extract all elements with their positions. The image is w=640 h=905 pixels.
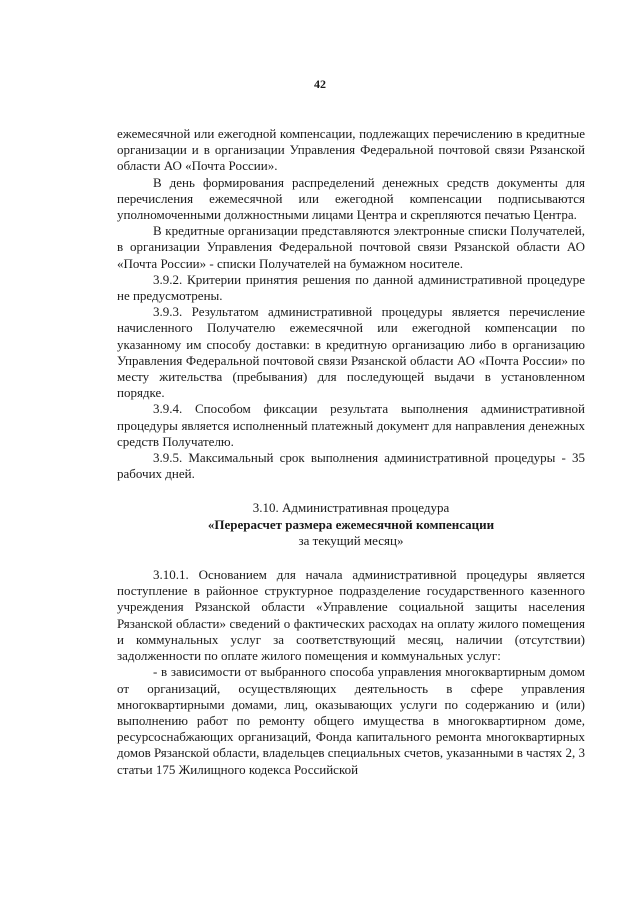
paragraph-3-9-5: 3.9.5. Максимальный срок выполнения административной процедуры - 35 рабочих дней. — [117, 450, 585, 482]
paragraph-compensation-transfer: ежемесячной или ежегодной компенсации, подлежащих перечислению в кредитные организации и в организации Управления Федеральной почтовой связи Рязанской области АО «Почта России». — [117, 126, 585, 174]
page-number: 42 — [314, 77, 326, 91]
paragraph-documents-signing: В день формирования распределений денежных средств документы для перечисления ежемесячной или ежегодной компенсации подписываются уполномоченными должностными лицами Центра и скрепляются печатью Центра. — [117, 174, 585, 223]
paragraph-3-9-4: 3.9.4. Способом фиксации результата выполнения административной процедуры является исполненный платежный документ для направления денежных средств Получателю. — [117, 401, 585, 449]
section-heading-subtitle: «Перерасчет размера ежемесячной компенсации — [207, 516, 495, 532]
paragraph-3-9-3: 3.9.3. Результатом административной процедуры является перечисление начисленного Получателю ежемесячной или ежегодной компенсации по указанному им способу доставки: в кредитную организацию либо в организацию Управления Федеральной почтовой связи Рязанской области АО «Почта России» по месту жительства (пребывания) для последующей выдачи в установленном порядке. — [117, 304, 585, 401]
section-heading-subtitle-cont: за текущий месяц» — [298, 532, 404, 548]
document-body — [117, 126, 585, 778]
paragraph-management-method: - в зависимости от выбранного способа управления многоквартирным домом от организаций, осуществляющих деятельность в сфере управления многоквартирными домами, лиц, оказывающих услуги по содержанию и (или) выполнению работ по ремонту общего имущества в многоквартирном доме, ресурсоснабжающих организаций, Фонда капитального ремонта многоквартирных домов Рязанской области, владельцев специальных счетов, указанными в частях 2, 3 статьи 175 Жилищного кодекса Российской — [117, 664, 585, 777]
paragraph-3-10-1: 3.10.1. Основанием для начала административной процедуры является поступление в районное структурное подразделение государственного казенного учреждения Рязанской области «Управление социальной защиты населения Рязанской области» сведений о фактических расходах на оплату жилого помещения и коммунальных услуг за соответствующий месяц, наличии (отсутствии) задолженности по оплате жилого помещения и коммунальных услуг: — [117, 567, 585, 664]
paragraph-3-9-2: 3.9.2. Критерии принятия решения по данной административной процедуре не предусмотрены. — [117, 271, 585, 304]
section-heading-3-10 — [117, 500, 585, 549]
paragraph-recipient-lists: В кредитные организации представляются электронные списки Получателей, в организации Управления Федеральной почтовой связи Рязанской области АО «Почта России» - списки Получателей на бумажном носителе. — [117, 223, 585, 271]
section-heading-title: 3.10. Административная процедура — [252, 500, 450, 516]
